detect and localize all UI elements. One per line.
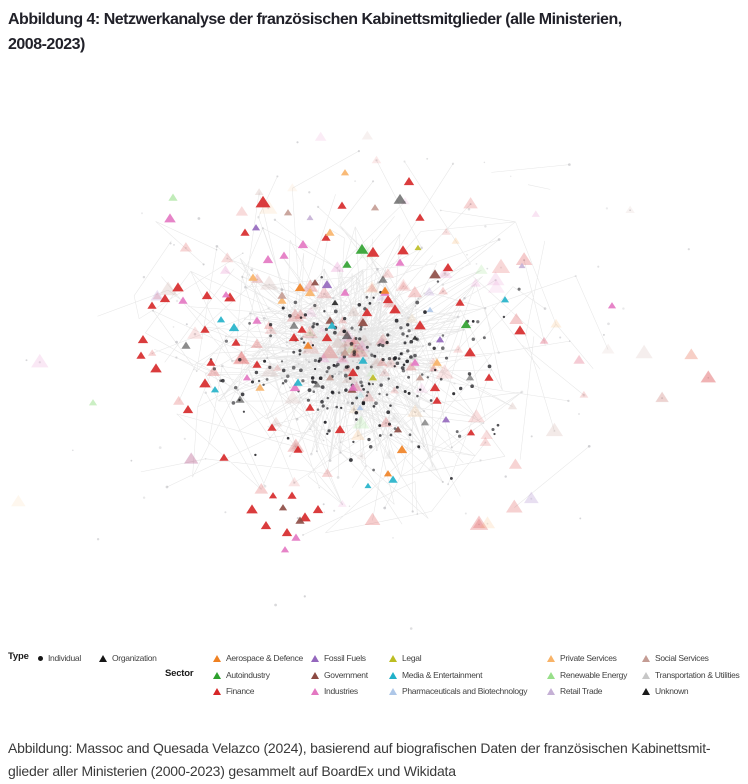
organization-triangle-icon	[642, 655, 650, 662]
network-svg	[0, 78, 748, 644]
legend-sector-item-label: Pharmaceuticals and Biotechnology	[402, 686, 528, 696]
figure-caption-line-2: glieder aller Ministerien (2000-2023) gesammelt auf BoardEx und Wikidata	[8, 763, 456, 779]
legend-sector-label: Sector	[165, 668, 194, 679]
legend-sector-item	[642, 669, 739, 681]
legend-sector-item	[213, 685, 254, 697]
organization-triangle-icon	[213, 672, 221, 679]
organization-triangle-icon	[311, 672, 319, 679]
legend-sector-item	[642, 652, 709, 664]
figure-title-line-2: 2008-2023)	[8, 36, 85, 53]
organization-triangle-icon	[389, 688, 397, 695]
legend-sector-item	[213, 652, 303, 664]
figure-caption-line-1: Abbildung: Massoc and Quesada Velazco (2024), basierend auf biografischen Daten der französischen Kabinettsmit-	[8, 740, 711, 756]
legend-sector-item-label: Autoindustry	[226, 670, 270, 680]
legend-sector-item	[389, 685, 527, 697]
legend-sector-item-label: Finance	[226, 686, 255, 696]
legend-type-item-label: Organization	[112, 653, 157, 663]
legend-sector-item	[311, 652, 366, 664]
legend	[0, 646, 748, 704]
organization-triangle-icon	[547, 655, 555, 662]
legend-sector-item-label: Retail Trade	[560, 686, 603, 696]
individual-dot-icon	[38, 656, 43, 661]
organization-triangle-icon	[389, 672, 397, 679]
legend-sector-item-label: Fossil Fuels	[324, 653, 366, 663]
legend-sector-item-label: Government	[324, 670, 368, 680]
organization-triangle-icon	[547, 688, 555, 695]
organization-triangle-icon	[642, 688, 650, 695]
legend-sector-item-label: Transportation & Utilities	[655, 670, 740, 680]
organization-triangle-icon	[99, 655, 107, 662]
legend-sector-item	[547, 669, 627, 681]
legend-sector-item-label: Media & Entertainment	[402, 670, 483, 680]
organization-triangle-icon	[213, 688, 221, 695]
figure-title-line-1: Abbildung 4: Netzwerkanalyse der französischen Kabinettsmitglieder (alle Ministerien,	[8, 11, 622, 28]
network-figure	[0, 78, 748, 644]
organization-triangle-icon	[311, 688, 319, 695]
legend-type-label: Type	[8, 651, 29, 662]
legend-sector-item-label: Legal	[402, 653, 422, 663]
organization-triangle-icon	[642, 672, 650, 679]
legend-sector-item	[389, 669, 482, 681]
legend-sector-item	[547, 652, 617, 664]
legend-sector-item	[311, 685, 358, 697]
legend-sector-item	[547, 685, 602, 697]
legend-sector-item	[311, 669, 368, 681]
figure-title	[8, 7, 744, 57]
legend-type-item	[38, 652, 81, 664]
legend-sector-item	[642, 685, 688, 697]
legend-type-item	[99, 652, 157, 664]
legend-sector-item-label: Unknown	[655, 686, 689, 696]
organization-triangle-icon	[547, 672, 555, 679]
figure-caption	[8, 737, 744, 783]
organization-triangle-icon	[389, 655, 397, 662]
legend-sector-item	[389, 652, 421, 664]
legend-sector-item-label: Aerospace & Defence	[226, 653, 303, 663]
organization-triangle-icon	[311, 655, 319, 662]
legend-sector-item-label: Industries	[324, 686, 358, 696]
organization-triangle-icon	[213, 655, 221, 662]
legend-sector-item-label: Social Services	[655, 653, 709, 663]
legend-sector-item-label: Private Services	[560, 653, 617, 663]
legend-sector-item	[213, 669, 270, 681]
legend-sector-item-label: Renewable Energy	[560, 670, 628, 680]
legend-type-item-label: Individual	[48, 653, 81, 663]
